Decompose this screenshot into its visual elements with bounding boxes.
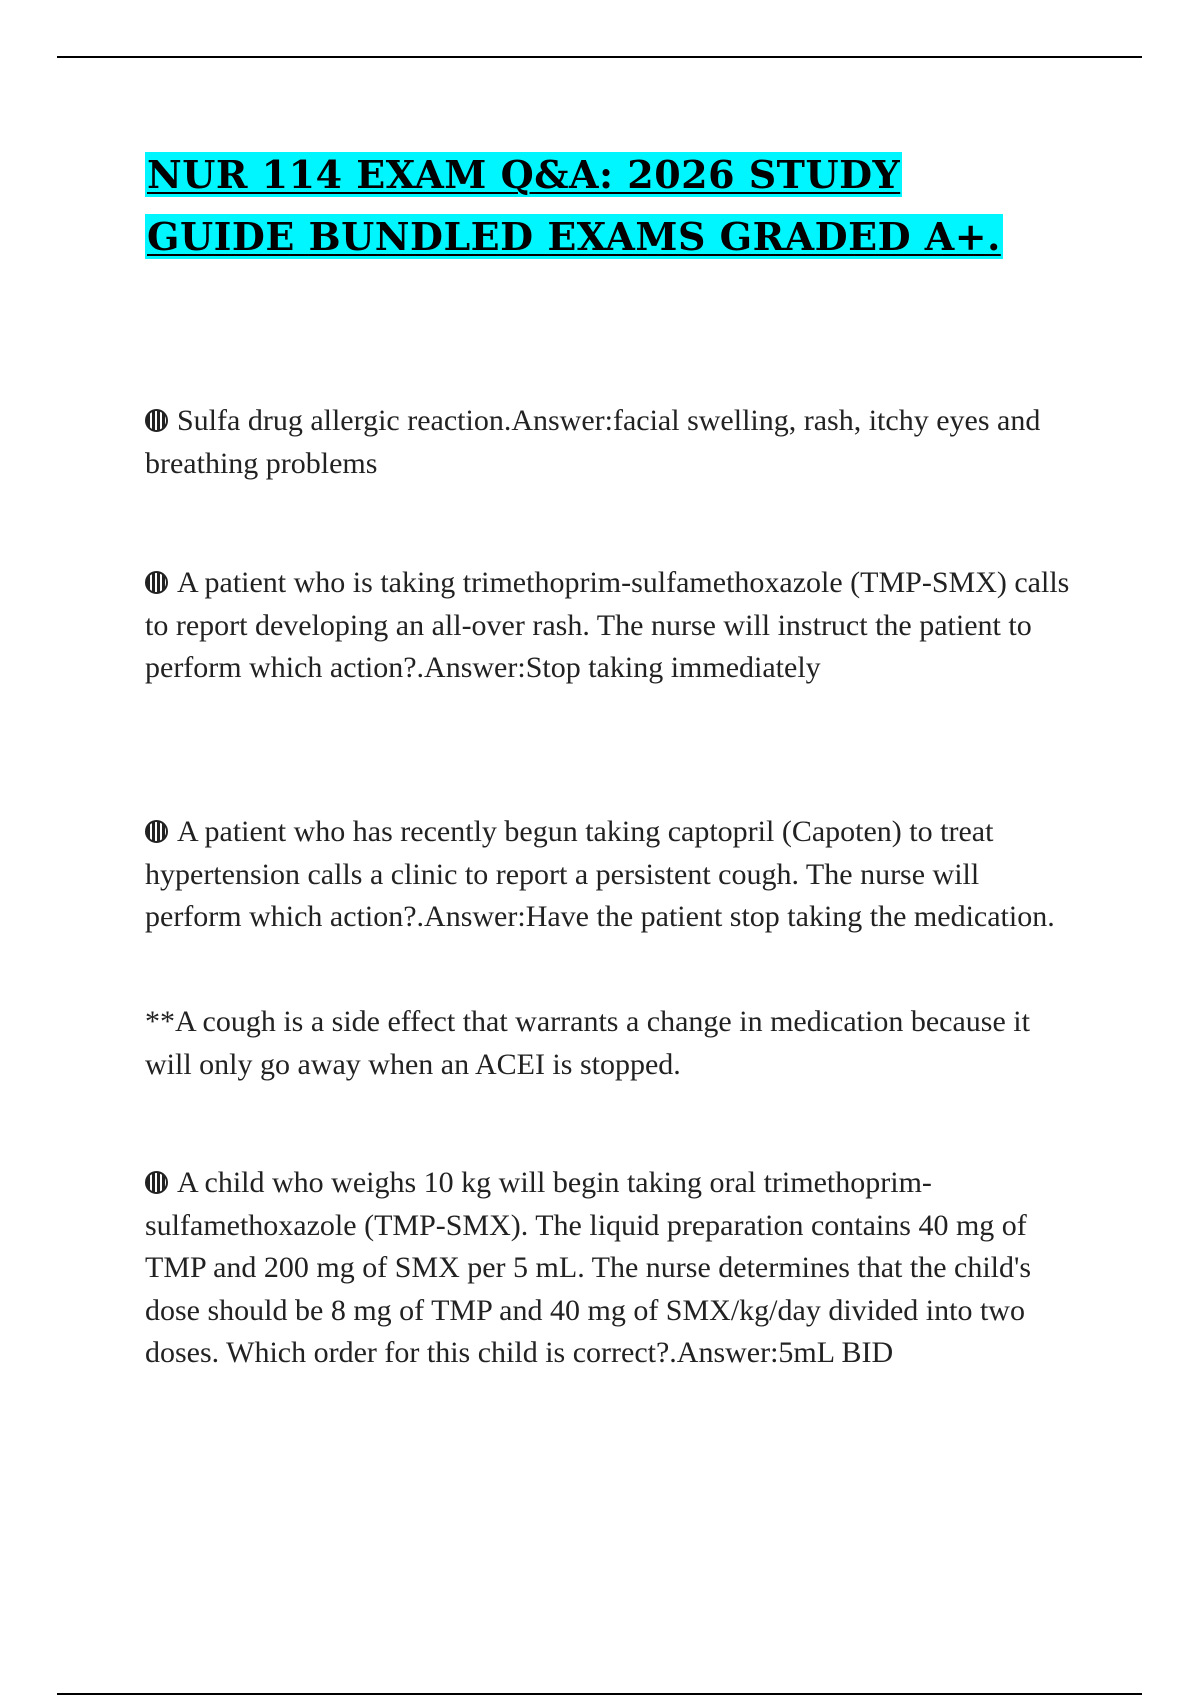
qa-item-4-text: A child who weighs 10 kg will begin taking oral trimethoprim-sulfamethoxazole (TMP-SMX). The liquid preparation contains 40 mg of TMP and 200 mg of SMX per 5 mL. The nurse determines that the child's dose should be 8 mg of TMP and 40 mg of SMX/kg/day divided into two doses. Which order for this child is correct?.Answer:5mL BID xyxy=(145,1166,1032,1369)
qa-item-1 xyxy=(145,400,1070,485)
qa-item-3-text: A patient who has recently begun taking captopril (Capoten) to treat hypertension calls a clinic to report a persistent cough. The nurse will perform which action?.Answer:Have the patient stop taking the medication. xyxy=(145,815,1055,933)
qa-item-2-text: A patient who is taking trimethoprim-sulfamethoxazole (TMP-SMX) calls to report developing an all-over rash. The nurse will instruct the patient to perform which action?.Answer:Stop taking immediately xyxy=(145,566,1070,684)
qa-item-3-note: **A cough is a side effect that warrants a change in medication because it will only go away when an ACEI is stopped. xyxy=(145,1005,1030,1081)
circle-striped-bullet-icon xyxy=(145,571,168,594)
qa-item-1-text: Sulfa drug allergic reaction.Answer:facial swelling, rash, itchy eyes and breathing problems xyxy=(145,404,1041,480)
qa-item-2 xyxy=(145,562,1070,690)
qa-item-4 xyxy=(145,1162,1070,1375)
circle-striped-bullet-icon xyxy=(145,1171,168,1194)
circle-striped-bullet-icon xyxy=(145,820,168,843)
top-rule xyxy=(57,56,1142,58)
title-highlight: NUR 114 EXAM Q&A: 2026 STUDY GUIDE BUNDLED EXAMS GRADED A+. xyxy=(147,152,1001,259)
document-title xyxy=(145,144,1045,268)
circle-striped-bullet-icon xyxy=(145,409,168,432)
qa-item-3 xyxy=(145,811,1070,939)
bottom-rule xyxy=(57,1693,1142,1695)
